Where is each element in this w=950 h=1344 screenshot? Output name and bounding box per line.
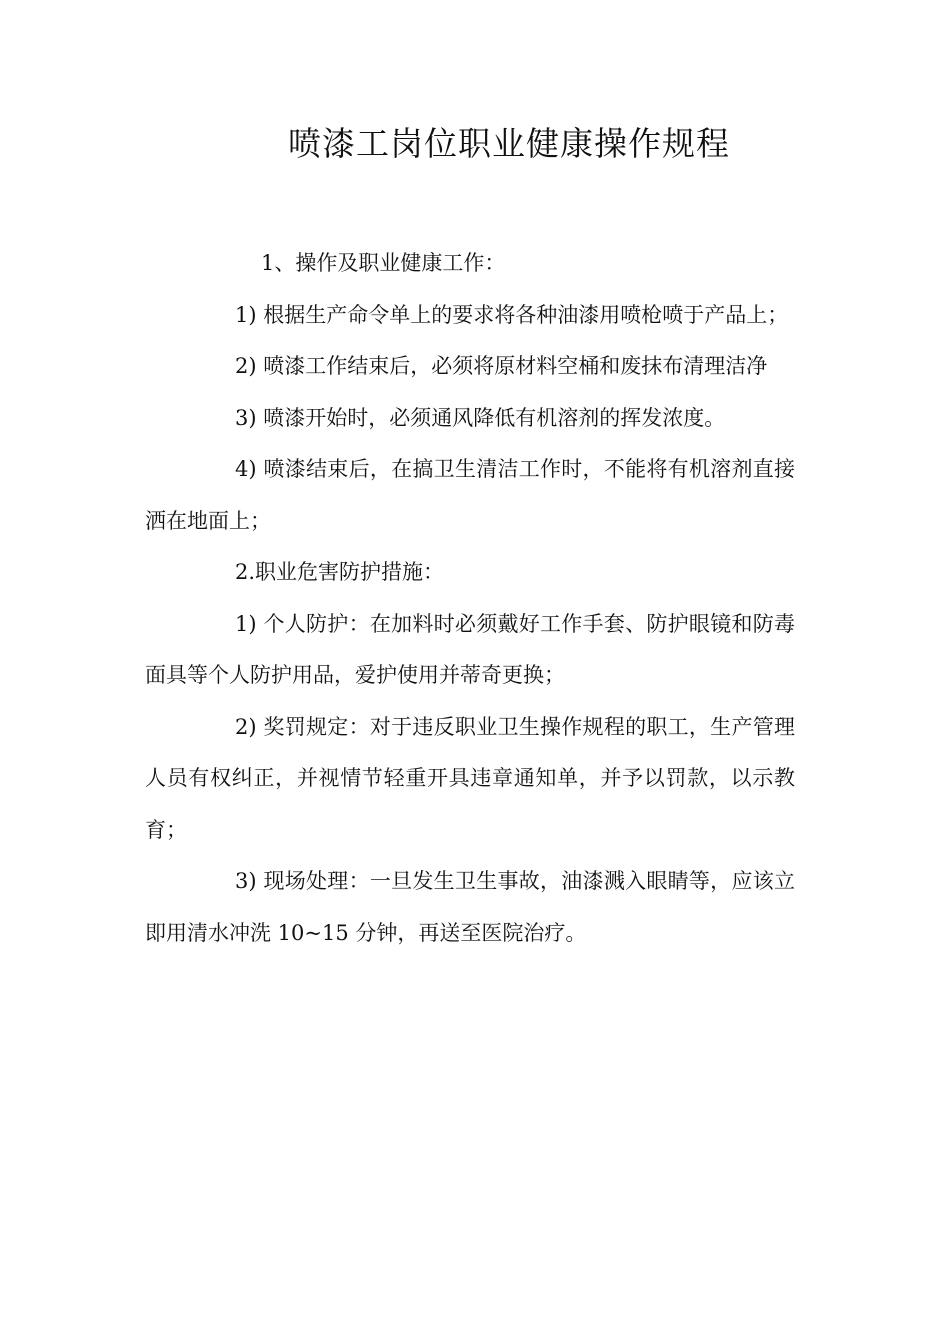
section-1-item-2: 2) 喷漆工作结束后，必须将原材料空桶和废抹布清理洁净 [235, 354, 768, 378]
document-title: 喷漆工岗位职业健康操作规程 [288, 124, 730, 163]
document-body [145, 238, 795, 959]
section-2-item-1: 1) 个人防护：在加料时必须戴好工作手套、防护眼镜和防毒面具等个人防护用品，爱护使用并蒂奇更换； [145, 611, 795, 687]
section-2-item-3: 3) 现场处理：一旦发生卫生事故，油漆溅入眼睛等，应该立即用清水冲洗 10~15 分钟，再送至医院治疗。 [145, 869, 795, 945]
section-1-item-1: 1) 根据生产命令单上的要求将各种油漆用喷枪喷于产品上； [235, 302, 789, 327]
section-2-heading: 2.职业危害防护措施： [235, 560, 445, 584]
section-1-heading: 1、操作及职业健康工作： [261, 251, 506, 275]
section-1-item-4: 4) 喷漆结束后，在搞卫生清洁工作时，不能将有机溶剂直接洒在地面上； [145, 457, 795, 533]
section-2-item-2: 2) 奖罚规定：对于违反职业卫生操作规程的职工，生产管理人员有权纠正，并视情节轻重开具违章通知单，并予以罚款，以示教育； [145, 714, 795, 842]
section-1-item-3: 3) 喷漆开始时，必须通风降低有机溶剂的挥发浓度。 [235, 405, 726, 430]
